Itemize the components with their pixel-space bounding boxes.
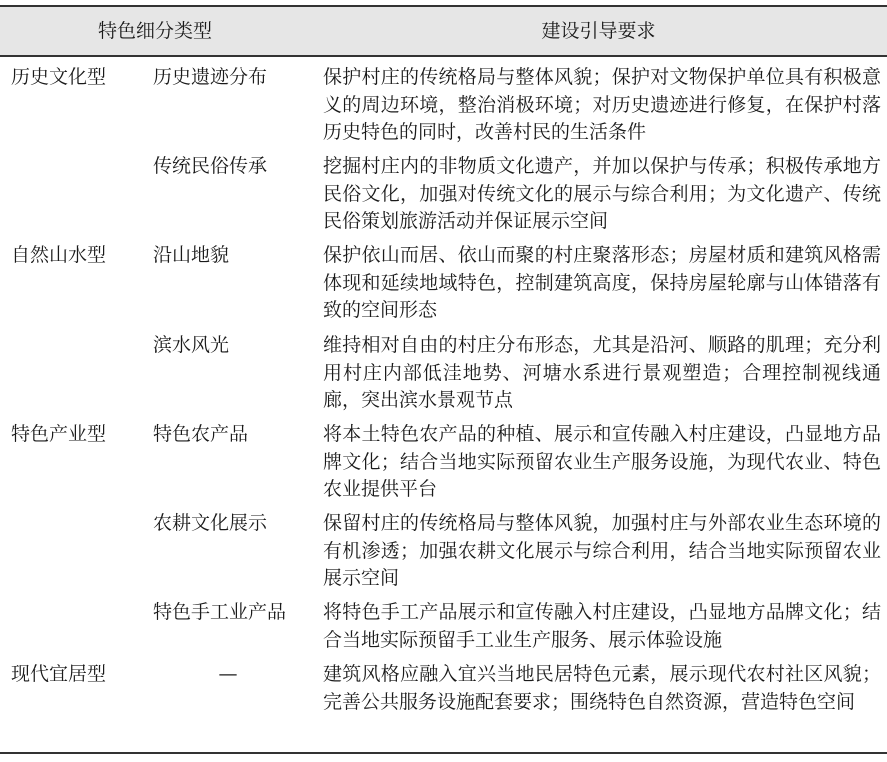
table-header: [0, 7, 887, 55]
header-requirements: 建设引导要求: [541, 20, 656, 42]
table-header-rule: [0, 55, 887, 57]
row-subtype: 历史遗迹分布: [153, 66, 268, 88]
row-requirement: 挖掘村庄内的非物质文化遗产，并加以保护与传承；积极传承地方民俗文化，加强对传统文化的展示与综合利用；为文化遗产、传统民俗策划旅游活动并保证展示空间: [323, 155, 881, 232]
row-subtype: 沿山地貌: [153, 244, 230, 266]
row-category: 自然山水型: [11, 244, 107, 266]
row-subtype: 特色手工业产品: [153, 601, 287, 623]
row-category: 特色产业型: [11, 423, 107, 445]
row-requirement: 保留村庄的传统格局与整体风貌，加强村庄与外部农业生态环境的有机渗透；加强农耕文化展示与综合利用，结合当地实际预留农业展示空间: [323, 512, 881, 589]
row-subtype: 滨水风光: [153, 334, 230, 356]
row-requirement: 保护村庄的传统格局与整体风貌；保护对文物保护单位具有积极意义的周边环境，整治消极环境；对历史遗迹进行修复，在保护村落历史特色的同时，改善村民的生活条件: [323, 66, 881, 143]
row-subtype: 传统民俗传承: [153, 155, 268, 177]
row-subtype: 农耕文化展示: [153, 512, 268, 534]
row-requirement: 将特色手工产品展示和宣传融入村庄建设，凸显地方品牌文化；结合当地实际预留手工业生产服务、展示体验设施: [323, 601, 881, 651]
row-category: 历史文化型: [11, 66, 107, 88]
row-requirement: 保护依山而居、依山而聚的村庄聚落形态；房屋材质和建筑风格需体现和延续地域特色，控制建筑高度，保持房屋轮廓与山体错落有致的空间形态: [323, 244, 881, 321]
row-requirement: 建筑风格应融入宜兴当地民居特色元素，展示现代农村社区风貌；完善公共服务设施配套要求；围绕特色自然资源，营造特色空间: [323, 663, 881, 713]
table-bottom-rule: [0, 752, 887, 754]
header-subtype: 特色细分类型: [97, 20, 212, 42]
row-subtype: —: [218, 663, 238, 685]
row-requirement: 将本土特色农产品的种植、展示和宣传融入村庄建设，凸显地方品牌文化；结合当地实际预留农业生产服务设施，为现代农业、特色农业提供平台: [323, 423, 881, 500]
row-category: 现代宜居型: [11, 663, 107, 685]
row-subtype: 特色农产品: [153, 423, 249, 445]
row-requirement: 维持相对自由的村庄分布形态，尤其是沿河、顺路的肌理；充分利用村庄内部低洼地势、河塘水系进行景观塑造；合理控制视线通廊，突出滨水景观节点: [323, 334, 881, 411]
